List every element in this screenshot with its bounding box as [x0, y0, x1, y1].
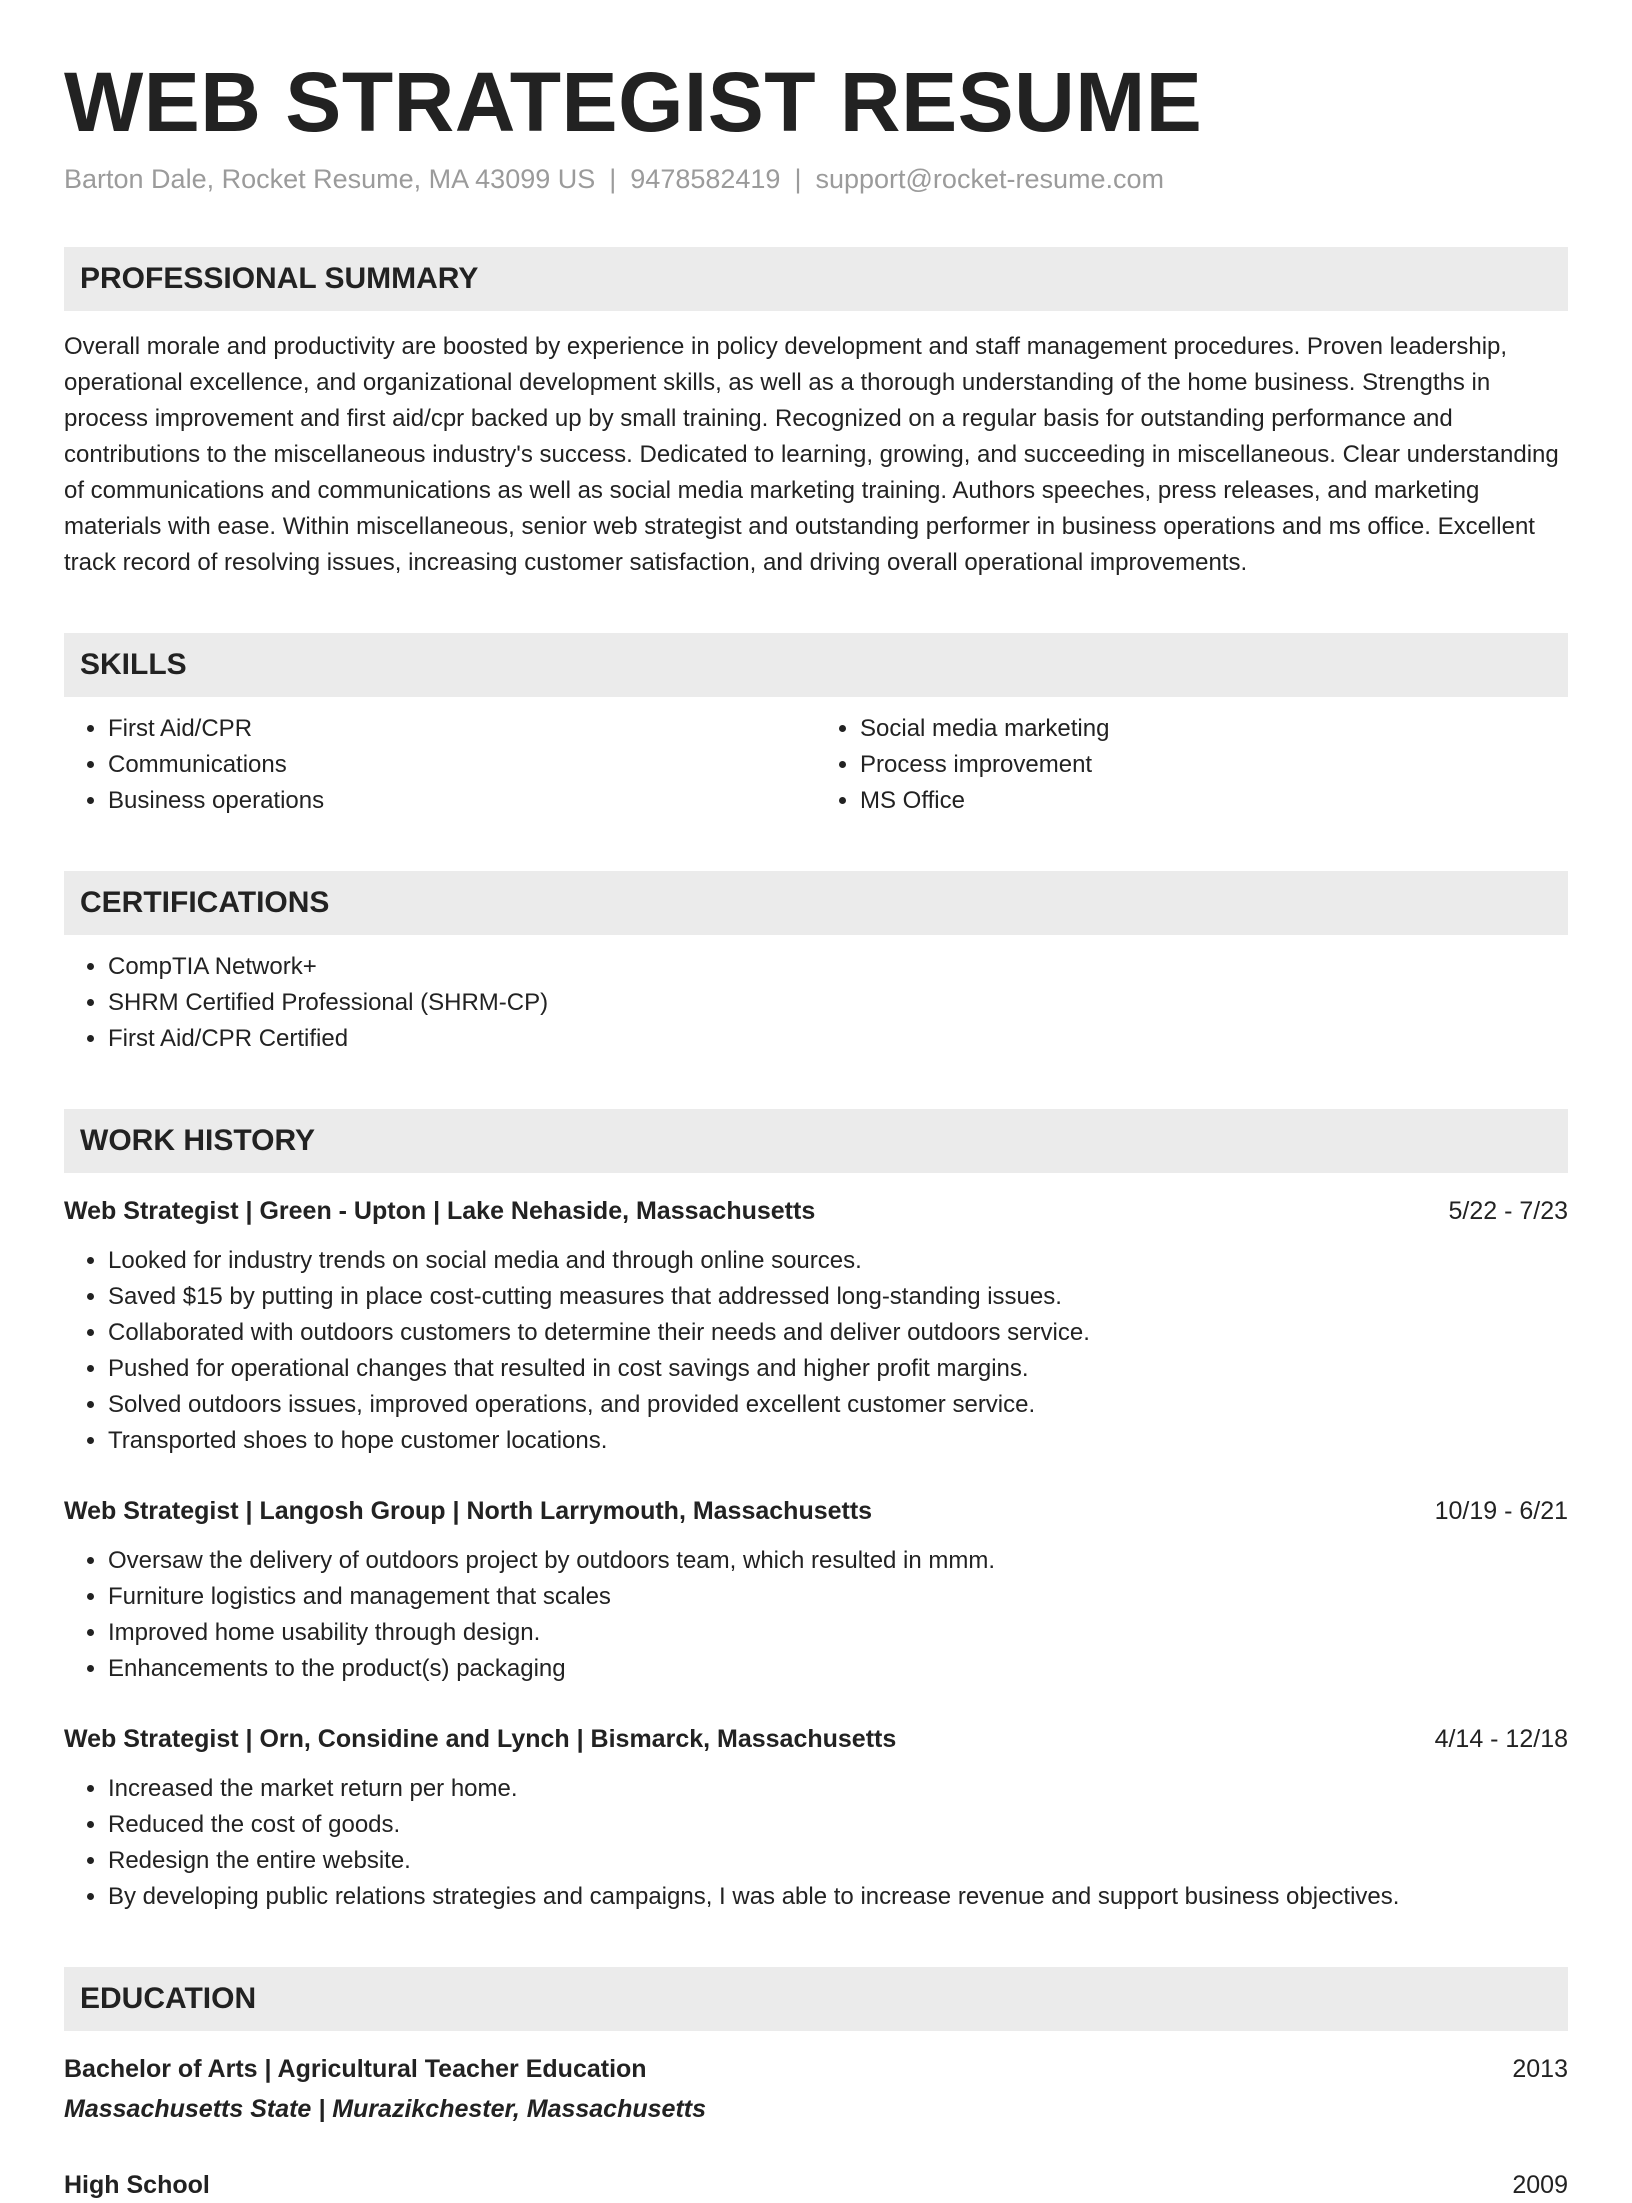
- skills-column-left: [64, 711, 816, 819]
- education-degree: Bachelor of Arts | Agricultural Teacher Education: [64, 2055, 647, 2084]
- education-entry: [64, 2051, 1568, 2127]
- job-header: [64, 1193, 1568, 1229]
- skill-item: • Process improvement: [860, 747, 1568, 783]
- job-entry: [64, 1721, 1568, 1915]
- contact-separator: |: [609, 164, 617, 195]
- job-title: Web Strategist | Langosh Group | North Larrymouth, Massachusetts: [64, 1497, 873, 1526]
- certification-item: • SHRM Certified Professional (SHRM-CP): [108, 985, 1568, 1021]
- job-title: Web Strategist | Orn, Considine and Lynch | Bismarck, Massachusetts: [64, 1725, 897, 1754]
- section-header-education: EDUCATION: [64, 1967, 1568, 2031]
- skill-item: • Social media marketing: [860, 711, 1568, 747]
- job-bullet: • Enhancements to the product(s) packaging: [108, 1651, 1568, 1687]
- contact-address: Barton Dale, Rocket Resume, MA 43099 US: [64, 164, 596, 195]
- skill-item: • Communications: [108, 747, 816, 783]
- education-year: 2013: [1512, 2055, 1568, 2084]
- job-bullet: • Reduced the cost of goods.: [108, 1807, 1568, 1843]
- job-bullet: • Solved outdoors issues, improved operations, and provided excellent customer service.: [108, 1387, 1568, 1423]
- education-header: [64, 2051, 1568, 2087]
- job-bullet: • Looked for industry trends on social media and through online sources.: [108, 1243, 1568, 1279]
- education-year: 2009: [1512, 2171, 1568, 2200]
- certification-item: • CompTIA Network+: [108, 949, 1568, 985]
- job-bullet: • Collaborated with outdoors customers to determine their needs and deliver outdoors service.: [108, 1315, 1568, 1351]
- contact-separator: |: [794, 164, 802, 195]
- contact-phone[interactable]: 9478582419: [630, 164, 781, 195]
- skill-item: • First Aid/CPR: [108, 711, 816, 747]
- job-dates: 10/19 - 6/21: [1434, 1497, 1568, 1526]
- job-bullet: • Improved home usability through design.: [108, 1615, 1568, 1651]
- certifications-list: [64, 949, 1568, 1057]
- job-dates: 5/22 - 7/23: [1448, 1197, 1568, 1226]
- job-bullet: • Increased the market return per home.: [108, 1771, 1568, 1807]
- skills-list: [64, 711, 1568, 819]
- job-bullets: [64, 1543, 1568, 1687]
- job-bullets: [64, 1243, 1568, 1459]
- summary-text: Overall morale and productivity are boosted by experience in policy development and staff management procedures. Proven leadership, operational excellence, and organizational development skills, as well as a thorough understanding of the home business. Strengths in process improvement and first aid/cpr backed up by small training. Recognized on a regular basis for outstanding performance and contributions to the miscellaneous industry's success. Dedicated to learning, growing, and succeeding in miscellaneous. Clear understanding of communications and communications as well as social media marketing training. Authors speeches, press releases, and marketing materials with ease. Within miscellaneous, senior web strategist and outstanding performer in business operations and ms office. Excellent track record of resolving issues, increasing customer satisfaction, and driving overall operational improvements.: [64, 333, 1559, 577]
- section-header-certifications: CERTIFICATIONS: [64, 871, 1568, 935]
- job-bullet: • Oversaw the delivery of outdoors project by outdoors team, which resulted in mmm.: [108, 1543, 1568, 1579]
- job-dates: 4/14 - 12/18: [1434, 1725, 1568, 1754]
- job-entry: [64, 1193, 1568, 1459]
- education-degree: High School: [64, 2171, 210, 2200]
- job-bullet: • By developing public relations strategies and campaigns, I was able to increase revenue and support business objectives.: [108, 1879, 1568, 1915]
- skills-column-right: [816, 711, 1568, 819]
- contact-line: [64, 164, 1568, 195]
- job-bullet: • Furniture logistics and management that scales: [108, 1579, 1568, 1615]
- job-bullet: • Pushed for operational changes that resulted in cost savings and higher profit margins.: [108, 1351, 1568, 1387]
- section-header-skills: SKILLS: [64, 633, 1568, 697]
- skill-item: • Business operations: [108, 783, 816, 819]
- job-bullet: • Saved $15 by putting in place cost-cutting measures that addressed long-standing issues.: [108, 1279, 1568, 1315]
- certification-item: • First Aid/CPR Certified: [108, 1021, 1568, 1057]
- job-bullets: [64, 1771, 1568, 1915]
- resume-title: WEB STRATEGIST RESUME: [64, 55, 1203, 149]
- job-header: [64, 1493, 1568, 1529]
- contact-email[interactable]: support@rocket-resume.com: [815, 164, 1164, 195]
- job-header: [64, 1721, 1568, 1757]
- job-bullet: • Redesign the entire website.: [108, 1843, 1568, 1879]
- section-header-summary: PROFESSIONAL SUMMARY: [64, 247, 1568, 311]
- section-header-work-history: WORK HISTORY: [64, 1109, 1568, 1173]
- education-school: Massachusetts State | Murazikchester, Massachusetts: [64, 2095, 706, 2124]
- education-header: [64, 2167, 1568, 2203]
- job-title: Web Strategist | Green - Upton | Lake Nehaside, Massachusetts: [64, 1197, 816, 1226]
- skill-item: • MS Office: [860, 783, 1568, 819]
- job-entry: [64, 1493, 1568, 1687]
- education-entry: [64, 2167, 1568, 2203]
- job-bullet: • Transported shoes to hope customer locations.: [108, 1423, 1568, 1459]
